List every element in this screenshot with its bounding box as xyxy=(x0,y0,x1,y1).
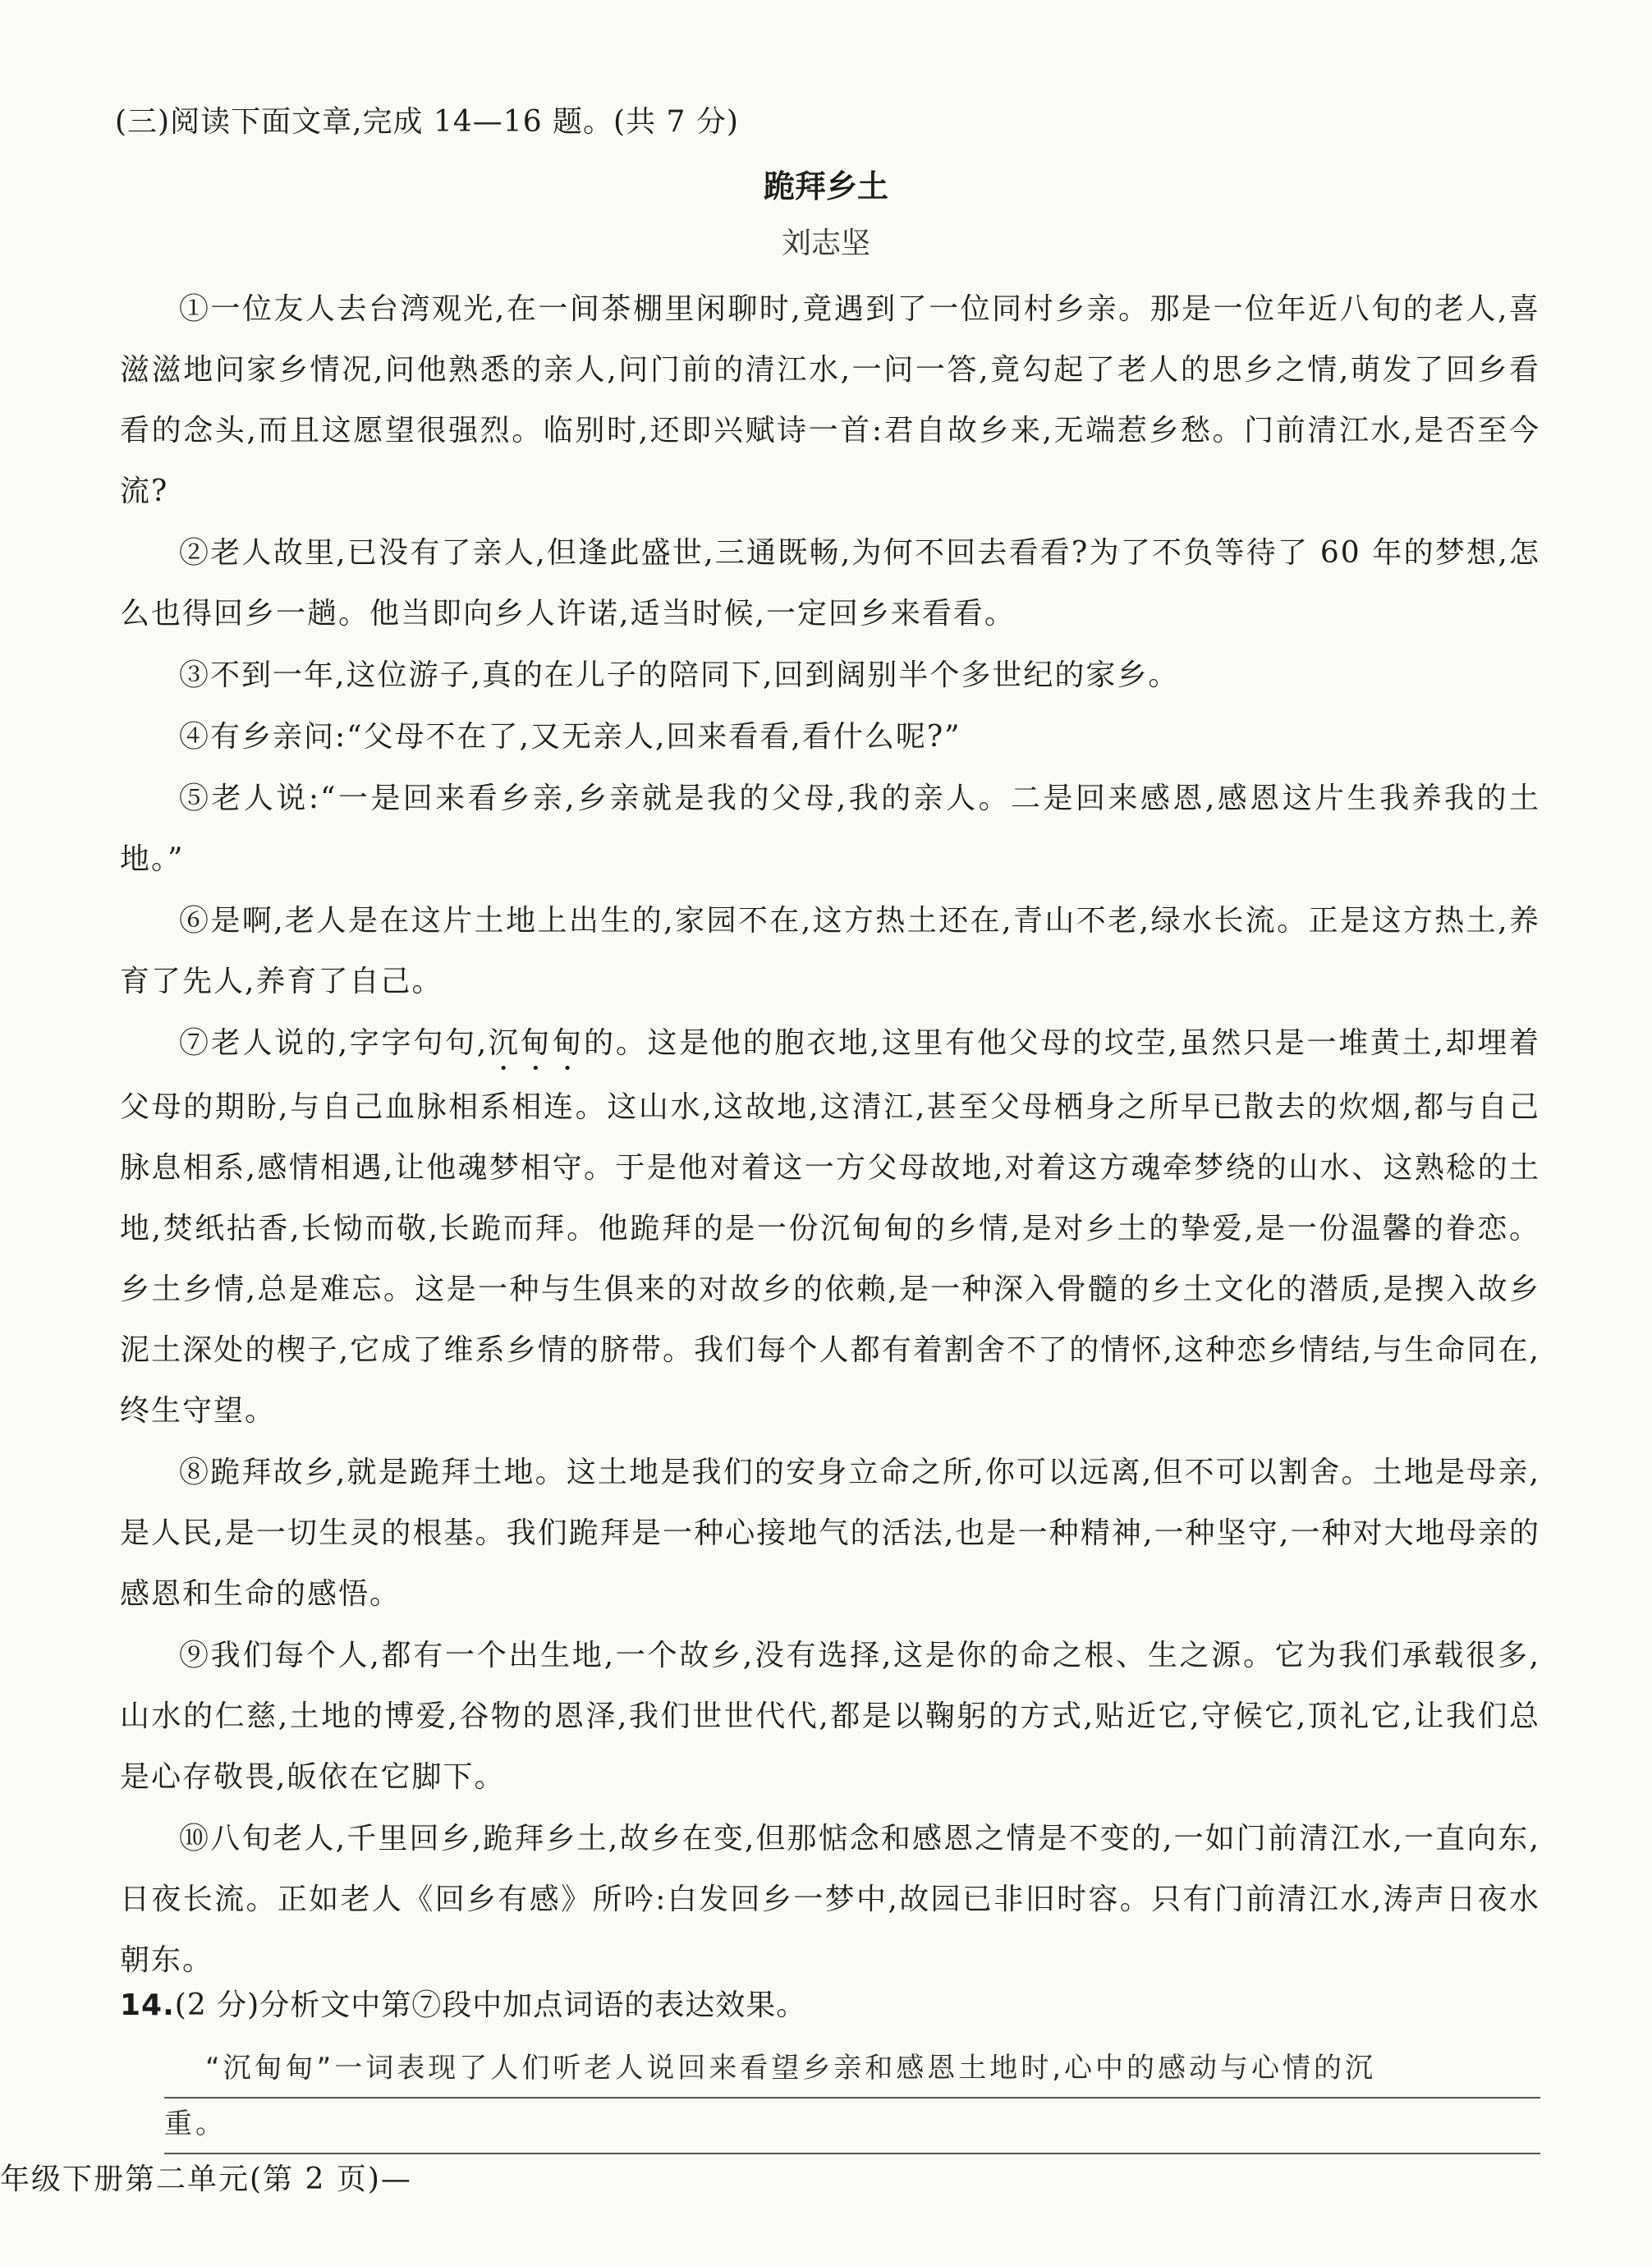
answer-area[interactable] xyxy=(164,2043,1540,2154)
answer-line-1[interactable]: “沉甸甸”一词表现了人们听老人说回来看望乡亲和感恩土地时,心中的感动与心情的沉 xyxy=(164,2043,1540,2099)
question-text: (2 分)分析文中第⑦段中加点词语的表达效果。 xyxy=(174,1988,807,2022)
answer-line-2[interactable]: 重。 xyxy=(164,2099,1540,2154)
paragraph-8: ⑧跪拜故乡,就是跪拜土地。这土地是我们的安身立命之所,你可以远离,但不可以割舍。土地是母亲,是人民,是一切生灵的根基。我们跪拜是一种心接地气的活法,也是一种精神,一种坚守,一种对大地母亲的感恩和生命的感悟。 xyxy=(120,1456,1540,1611)
paragraph-1: ①一位友人去台湾观光,在一间茶棚里闲聊时,竟遇到了一位同村乡亲。那是一位年近八旬的老人,喜滋滋地问家乡情况,问他熟悉的亲人,问门前的清江水,一问一答,竟勾起了老人的思乡之情,萌发了回乡看看的念头,而且这愿望很强烈。临别时,还即兴赋诗一首:君自故乡来,无端惹乡愁。门前清江水,是否至今流? xyxy=(120,292,1540,508)
article-title: 跪拜乡土 xyxy=(763,168,888,204)
article-body xyxy=(120,279,1540,1991)
paragraph-5: ⑤老人说:“一是回来看乡亲,乡亲就是我的父母,我的亲人。二是回来感恩,感恩这片生我养我的土地。” xyxy=(120,782,1540,876)
paragraph-2: ②老人故里,已没有了亲人,但逢此盛世,三通既畅,为何不回去看看?为了不负等待了 60 年的梦想,怎么也得回乡一趟。他当即向乡人许诺,适当时候,一定回乡来看看。 xyxy=(120,536,1540,631)
question-number: 14. xyxy=(120,1988,175,2022)
paragraph-7-rest: 的。这是他的胞衣地,这里有他父母的坟茔,虽然只是一堆黄土,却埋着父母的期盼,与自己血脉相系相连。这山水,这故地,这清江,甚至父母栖身之所早已散去的炊烟,都与自己脉息相系,感情相遇,让他魂梦相守。于是他对着这一方父母故地,对着这方魂牵梦绕的山水、这熟稔的土地,焚纸拈香,长恸而敬,长跪而拜。他跪拜的是一份沉甸甸的乡情,是对乡土的挚爱,是一份温馨的眷恋。乡土乡情,总是难忘。这是一种与生俱来的对故乡的依赖,是一种深入骨髓的乡土文化的潜质,是揳入故乡泥土深处的楔子,它成了维系乡情的脐带。我们每个人都有着割舍不了的情怀,这种恋乡情结,与生命同在,终生守望。 xyxy=(120,1026,1540,1428)
page-footer: 年级下册第二单元(第 2 页)— xyxy=(0,2163,412,2196)
paragraph-7-start: ⑦老人说的,字字句句, xyxy=(179,1026,489,1060)
emphasized-word: 沉甸甸 xyxy=(488,1026,585,1060)
paragraph-10: ⑩八旬老人,千里回乡,跪拜乡土,故乡在变,但那惦念和感恩之情是不变的,一如门前清江水,一直向东,日夜长流。正如老人《回乡有感》所吟:白发回乡一梦中,故园已非旧时容。只有门前清江水,涛声日夜水朝东。 xyxy=(120,1822,1540,1977)
section-header: (三)阅读下面文章,完成 14—16 题。(共 7 分) xyxy=(115,105,739,139)
paragraph-3: ③不到一年,这位游子,真的在儿子的陪同下,回到阔别半个多世纪的家乡。 xyxy=(179,658,1180,692)
paragraph-9: ⑨我们每个人,都有一个出生地,一个故乡,没有选择,这是你的命之根、生之源。它为我们承载很多,山水的仁慈,土地的博爱,谷物的恩泽,我们世世代代,都是以鞠躬的方式,贴近它,守候它,顶礼它,让我们总是心存敬畏,皈依在它脚下。 xyxy=(120,1639,1540,1794)
paragraph-7 xyxy=(120,1013,1540,1442)
question-14 xyxy=(120,1982,1540,2024)
paragraph-4: ④有乡亲问:“父母不在了,又无亲人,回来看看,看什么呢?” xyxy=(179,720,961,754)
article-author: 刘志坚 xyxy=(781,227,870,260)
paragraph-6: ⑥是啊,老人是在这片土地上出生的,家园不在,这方热土还在,青山不老,绿水长流。正是这方热土,养育了先人,养育了自己。 xyxy=(120,904,1540,998)
